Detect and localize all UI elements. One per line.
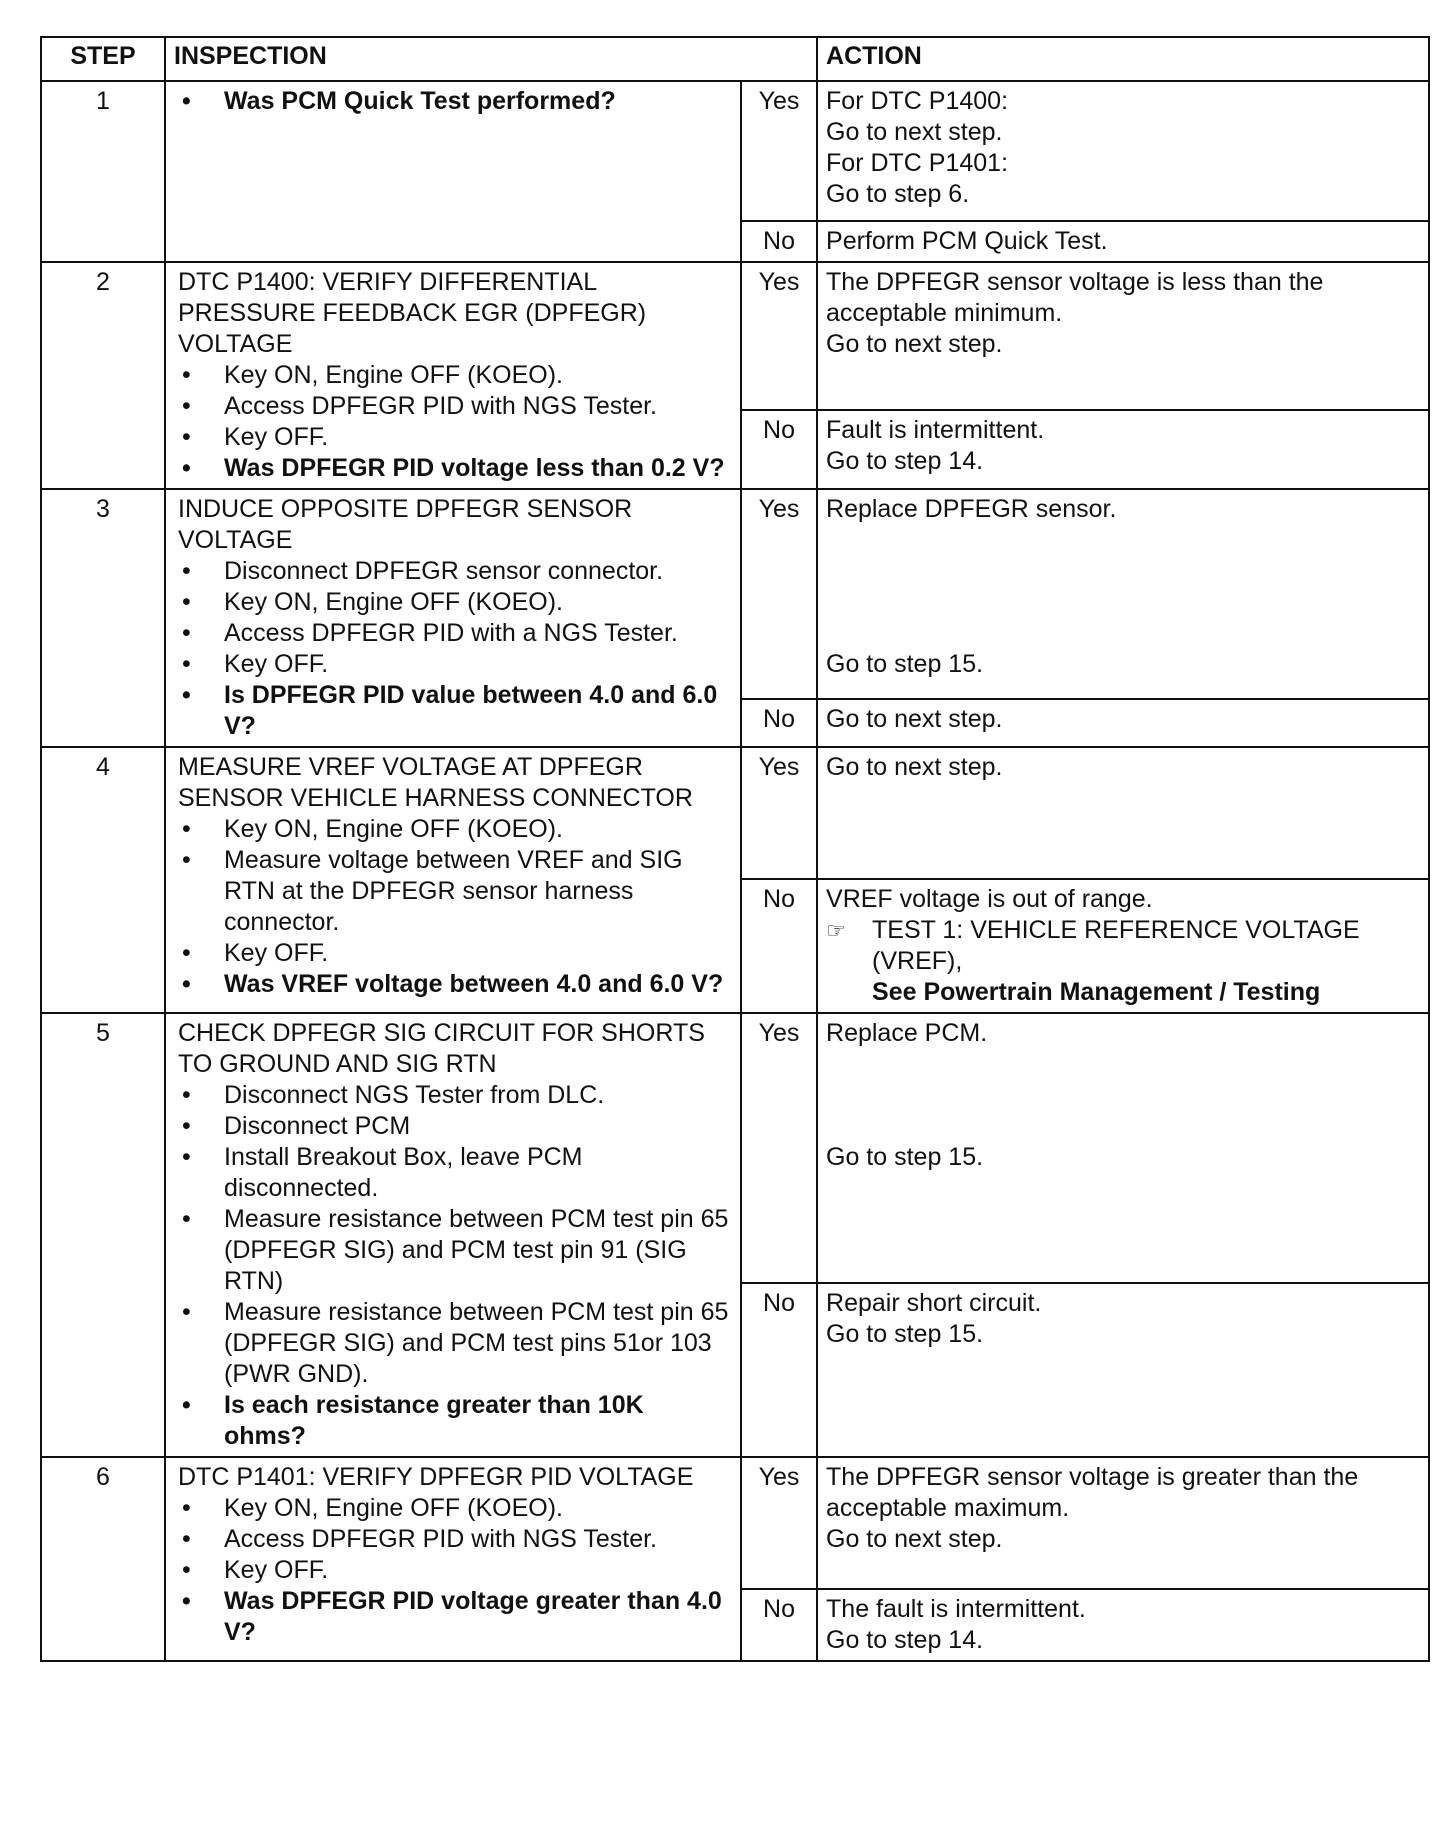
yes-action — [817, 1457, 1429, 1589]
inspection-heading: DTC P1400: VERIFY DIFFERENTIAL PRESSURE FEEDBACK EGR (DPFEGR) VOLTAGE — [178, 268, 647, 358]
yes-label: Yes — [741, 81, 817, 221]
action-line: For DTC P1400: — [826, 87, 1009, 115]
no-label: No — [741, 879, 817, 1013]
inspection-bullet: • Key ON, Engine OFF (KOEO). — [178, 587, 730, 618]
no-label: No — [741, 699, 817, 747]
no-action — [817, 879, 1429, 1013]
step-row-yes — [41, 747, 1429, 879]
spacer — [826, 1049, 1420, 1142]
action-line: Perform PCM Quick Test. — [826, 227, 1108, 255]
step-header: STEP — [41, 37, 165, 81]
step-number: 6 — [41, 1457, 165, 1661]
reference-link-text: See Powertrain Management / Testing — [872, 978, 1321, 1006]
action-line: Go to next step. — [826, 753, 1003, 781]
yes-label: Yes — [741, 489, 817, 699]
action-line: Go to next step. — [826, 1525, 1003, 1553]
action-line: Repair short circuit. — [826, 1289, 1042, 1317]
action-line: Fault is intermittent. — [826, 416, 1045, 444]
reference-text: TEST 1: VEHICLE REFERENCE VOLTAGE (VREF), — [872, 916, 1360, 975]
yes-action — [817, 489, 1429, 699]
inspection-question: • Was VREF voltage between 4.0 and 6.0 V? — [178, 969, 730, 1000]
yes-label: Yes — [741, 1457, 817, 1589]
step-number: 3 — [41, 489, 165, 747]
inspection-bullet: • Key OFF. — [178, 422, 730, 453]
action-line: Go to step 14. — [826, 447, 984, 475]
inspection-heading: MEASURE VREF VOLTAGE AT DPFEGR SENSOR VEHICLE HARNESS CONNECTOR — [178, 753, 693, 812]
action-line: Go to step 15. — [826, 1143, 984, 1171]
step-row-yes — [41, 262, 1429, 410]
yes-action — [817, 262, 1429, 410]
inspection-heading: INDUCE OPPOSITE DPFEGR SENSOR VOLTAGE — [178, 495, 633, 554]
inspection-bullet: • Key ON, Engine OFF (KOEO). — [178, 814, 730, 845]
yes-action — [817, 1013, 1429, 1283]
action-line: Replace DPFEGR sensor. — [826, 495, 1117, 523]
inspection-cell — [165, 1457, 741, 1661]
yes-label: Yes — [741, 262, 817, 410]
inspection-header: INSPECTION — [165, 37, 817, 81]
inspection-bullet: • Key ON, Engine OFF (KOEO). — [178, 1493, 730, 1524]
inspection-question: • Is each resistance greater than 10K ohms? — [178, 1390, 730, 1452]
inspection-question: • Was PCM Quick Test performed? — [178, 86, 730, 117]
inspection-bullet: • Key OFF. — [178, 1555, 730, 1586]
inspection-bullet: • Measure resistance between PCM test pin 65 (DPFEGR SIG) and PCM test pins 51or 103 (PWR GND). — [178, 1297, 730, 1390]
inspection-heading: CHECK DPFEGR SIG CIRCUIT FOR SHORTS TO GROUND AND SIG RTN — [178, 1019, 705, 1078]
reference-block — [826, 915, 1420, 1008]
step-row-yes — [41, 1013, 1429, 1283]
yes-label: Yes — [741, 747, 817, 879]
no-action — [817, 699, 1429, 747]
inspection-question: • Was DPFEGR PID voltage greater than 4.0 V? — [178, 1586, 730, 1648]
action-line: Go to next step. — [826, 118, 1003, 146]
inspection-bullet: • Access DPFEGR PID with NGS Tester. — [178, 391, 730, 422]
action-line: The DPFEGR sensor voltage is greater than the acceptable maximum. — [826, 1463, 1359, 1522]
step-row-yes — [41, 489, 1429, 699]
inspection-question: • Was DPFEGR PID voltage less than 0.2 V? — [178, 453, 730, 484]
no-action — [817, 221, 1429, 262]
action-header: ACTION — [817, 37, 1429, 81]
inspection-bullet: • Access DPFEGR PID with a NGS Tester. — [178, 618, 730, 649]
action-line: VREF voltage is out of range. — [826, 885, 1153, 913]
no-label: No — [741, 221, 817, 262]
action-line: Go to step 15. — [826, 1320, 984, 1348]
yes-action — [817, 81, 1429, 221]
step-number: 1 — [41, 81, 165, 262]
step-row-yes — [41, 1457, 1429, 1589]
action-line: Replace PCM. — [826, 1019, 988, 1047]
inspection-bullet: • Key ON, Engine OFF (KOEO). — [178, 360, 730, 391]
inspection-cell — [165, 1013, 741, 1457]
no-label: No — [741, 1589, 817, 1661]
inspection-question: • Is DPFEGR PID value between 4.0 and 6.0 V? — [178, 680, 730, 742]
diagnostic-table-page — [40, 36, 1428, 1662]
step-row-yes — [41, 81, 1429, 221]
inspection-cell — [165, 747, 741, 1013]
action-line: Go to next step. — [826, 330, 1003, 358]
step-number: 5 — [41, 1013, 165, 1457]
inspection-bullet: • Install Breakout Box, leave PCM disconnected. — [178, 1142, 730, 1204]
inspection-bullet: • Key OFF. — [178, 649, 730, 680]
diagnostic-table — [40, 36, 1430, 1662]
inspection-bullet: • Disconnect PCM — [178, 1111, 730, 1142]
action-line: Go to step 6. — [826, 180, 970, 208]
action-line: The DPFEGR sensor voltage is less than the acceptable minimum. — [826, 268, 1324, 327]
inspection-cell — [165, 262, 741, 489]
spacer — [826, 525, 1420, 649]
action-line: Go to next step. — [826, 705, 1003, 733]
step-number: 2 — [41, 262, 165, 489]
yes-action — [817, 747, 1429, 879]
step-number: 4 — [41, 747, 165, 1013]
no-label: No — [741, 410, 817, 489]
inspection-cell — [165, 81, 741, 262]
inspection-bullet: • Key OFF. — [178, 938, 730, 969]
yes-label: Yes — [741, 1013, 817, 1283]
inspection-bullet: • Access DPFEGR PID with NGS Tester. — [178, 1524, 730, 1555]
action-line: Go to step 15. — [826, 650, 984, 678]
pointing-hand-icon: ☞ — [826, 918, 846, 943]
no-label: No — [741, 1283, 817, 1457]
inspection-bullet: • Disconnect NGS Tester from DLC. — [178, 1080, 730, 1111]
inspection-bullet: • Measure resistance between PCM test pin 65 (DPFEGR SIG) and PCM test pin 91 (SIG RTN) — [178, 1204, 730, 1297]
no-action — [817, 1589, 1429, 1661]
no-action — [817, 1283, 1429, 1457]
inspection-bullet: • Disconnect DPFEGR sensor connector. — [178, 556, 730, 587]
action-line: The fault is intermittent. — [826, 1595, 1086, 1623]
action-line: For DTC P1401: — [826, 149, 1009, 177]
action-line: Go to step 14. — [826, 1626, 984, 1654]
inspection-heading: DTC P1401: VERIFY DPFEGR PID VOLTAGE — [178, 1463, 694, 1491]
inspection-bullet: • Measure voltage between VREF and SIG RTN at the DPFEGR sensor harness connector. — [178, 845, 730, 938]
inspection-cell — [165, 489, 741, 747]
no-action — [817, 410, 1429, 489]
header-row — [41, 37, 1429, 81]
